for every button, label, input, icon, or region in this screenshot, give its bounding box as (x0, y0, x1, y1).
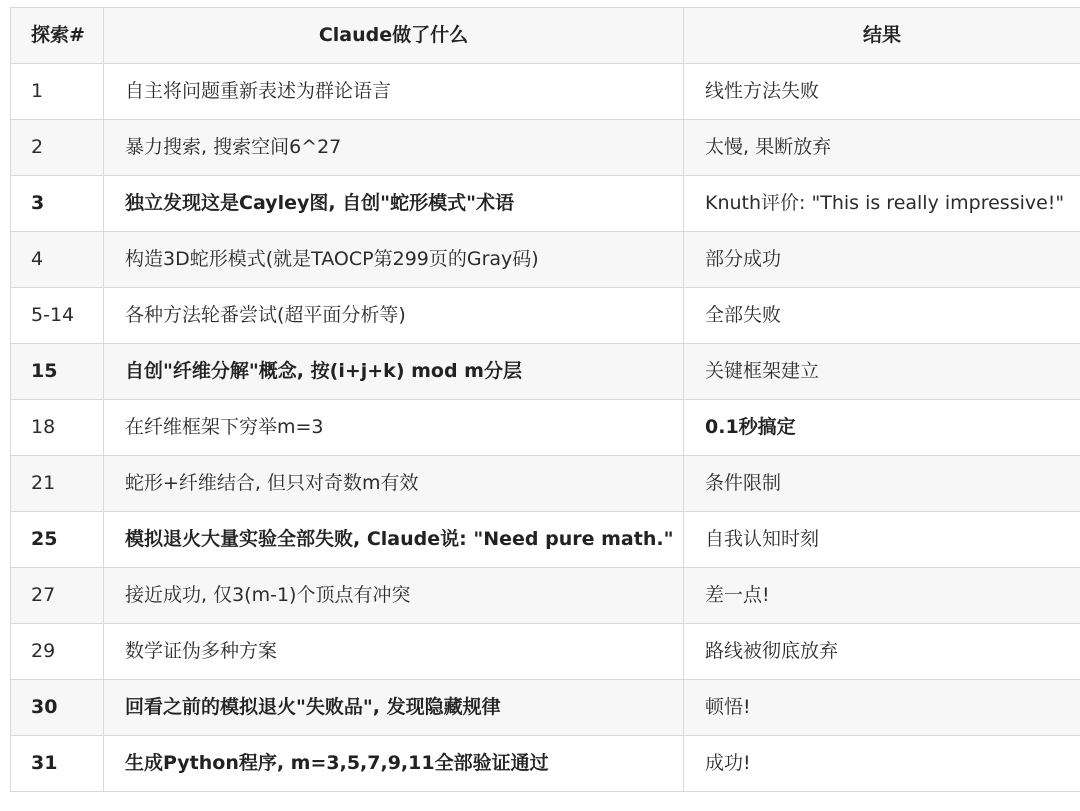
exploration-table-container (10, 7, 1080, 792)
table-row (11, 120, 1080, 176)
table-row (11, 64, 1080, 120)
cell-exploration-number: 4 (11, 232, 104, 288)
cell-result: 关键框架建立 (684, 344, 1080, 400)
cell-exploration-number: 27 (11, 568, 104, 624)
cell-exploration-number: 2 (11, 120, 104, 176)
table-row (11, 624, 1080, 680)
table-row (11, 232, 1080, 288)
cell-what-claude-did: 在纤维框架下穷举m=3 (104, 400, 684, 456)
cell-exploration-number: 21 (11, 456, 104, 512)
cell-result: 部分成功 (684, 232, 1080, 288)
cell-exploration-number: 3 (11, 176, 104, 232)
cell-what-claude-did: 接近成功, 仅3(m-1)个顶点有冲突 (104, 568, 684, 624)
cell-result: 顿悟! (684, 680, 1080, 736)
cell-result: 0.1秒搞定 (684, 400, 1080, 456)
cell-what-claude-did: 各种方法轮番尝试(超平面分析等) (104, 288, 684, 344)
cell-what-claude-did: 模拟退火大量实验全部失败, Claude说: "Need pure math." (104, 512, 684, 568)
cell-exploration-number: 30 (11, 680, 104, 736)
cell-what-claude-did: 回看之前的模拟退火"失败品", 发现隐藏规律 (104, 680, 684, 736)
cell-exploration-number: 25 (11, 512, 104, 568)
header-row (11, 8, 1080, 64)
cell-result: 路线被彻底放弃 (684, 624, 1080, 680)
cell-what-claude-did: 暴力搜索, 搜索空间6^27 (104, 120, 684, 176)
table-header (11, 8, 1080, 64)
cell-exploration-number: 15 (11, 344, 104, 400)
cell-result: 自我认知时刻 (684, 512, 1080, 568)
table-row (11, 736, 1080, 792)
table-row (11, 400, 1080, 456)
cell-result: 条件限制 (684, 456, 1080, 512)
cell-exploration-number: 31 (11, 736, 104, 792)
cell-what-claude-did: 自创"纤维分解"概念, 按(i+j+k) mod m分层 (104, 344, 684, 400)
table-row (11, 176, 1080, 232)
table-row (11, 456, 1080, 512)
table-body (11, 64, 1080, 792)
table-row (11, 568, 1080, 624)
header-what-claude-did: Claude做了什么 (104, 8, 684, 64)
cell-what-claude-did: 生成Python程序, m=3,5,7,9,11全部验证通过 (104, 736, 684, 792)
table-row (11, 344, 1080, 400)
header-exploration-number: 探索# (11, 8, 104, 64)
cell-result: Knuth评价: "This is really impressive!" (684, 176, 1080, 232)
cell-exploration-number: 5-14 (11, 288, 104, 344)
cell-what-claude-did: 独立发现这是Cayley图, 自创"蛇形模式"术语 (104, 176, 684, 232)
cell-what-claude-did: 自主将问题重新表述为群论语言 (104, 64, 684, 120)
cell-result: 线性方法失败 (684, 64, 1080, 120)
cell-what-claude-did: 构造3D蛇形模式(就是TAOCP第299页的Gray码) (104, 232, 684, 288)
cell-result: 成功! (684, 736, 1080, 792)
cell-what-claude-did: 数学证伪多种方案 (104, 624, 684, 680)
cell-exploration-number: 18 (11, 400, 104, 456)
cell-result: 差一点! (684, 568, 1080, 624)
table-row (11, 288, 1080, 344)
header-result: 结果 (684, 8, 1080, 64)
cell-exploration-number: 29 (11, 624, 104, 680)
table-row (11, 512, 1080, 568)
cell-result: 太慢, 果断放弃 (684, 120, 1080, 176)
exploration-table (10, 7, 1080, 792)
cell-exploration-number: 1 (11, 64, 104, 120)
cell-result: 全部失败 (684, 288, 1080, 344)
table-row (11, 680, 1080, 736)
cell-what-claude-did: 蛇形+纤维结合, 但只对奇数m有效 (104, 456, 684, 512)
